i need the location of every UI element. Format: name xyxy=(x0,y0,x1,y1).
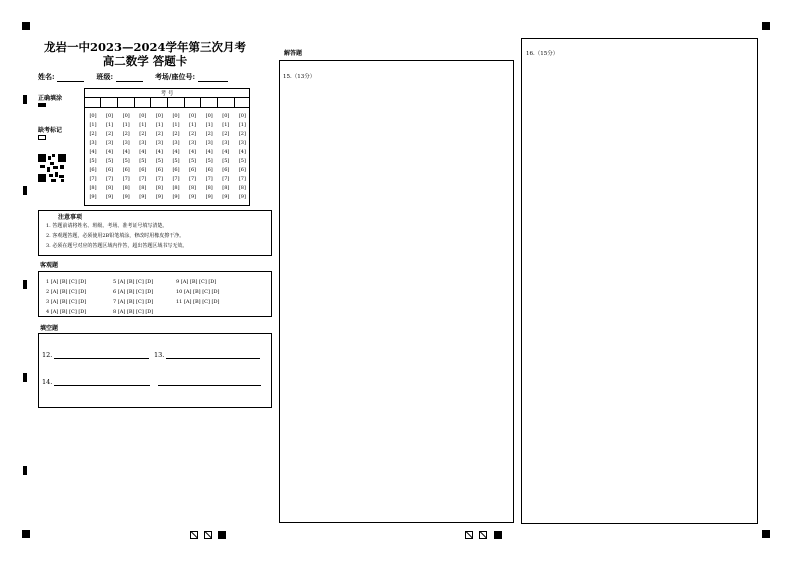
timing-mark xyxy=(23,466,27,475)
exam-digit-bubble[interactable]: [5] xyxy=(222,158,230,164)
exam-digit-column xyxy=(235,112,249,202)
exam-digit-bubble[interactable]: [3] xyxy=(139,140,147,146)
exam-digit-bubble[interactable]: [4] xyxy=(106,149,114,155)
absent-mark-label: 缺考标记 xyxy=(38,127,63,134)
exam-digit-bubble[interactable]: [8] xyxy=(106,185,114,191)
exam-digit-bubble[interactable]: [4] xyxy=(222,149,230,155)
q15-answer-box[interactable] xyxy=(279,60,514,523)
exam-digit-bubble[interactable]: [6] xyxy=(222,167,230,173)
exam-digit-bubble[interactable]: [5] xyxy=(122,158,130,164)
exam-digit-bubble[interactable]: [0] xyxy=(122,113,130,119)
fill-example-label: 正确填涂 xyxy=(38,95,63,102)
exam-digit-bubble[interactable]: [6] xyxy=(106,167,114,173)
page-title: 龙岩一中2023—2024学年第三次月考 xyxy=(43,40,246,54)
exam-digit-column xyxy=(186,112,200,202)
name-field[interactable] xyxy=(57,73,84,82)
exam-digit-column xyxy=(86,112,100,202)
exam-digit-bubble[interactable]: [2] xyxy=(222,131,230,137)
exam-digit-bubble[interactable]: [8] xyxy=(122,185,130,191)
exam-digit-bubble[interactable]: [1] xyxy=(238,122,246,128)
absent-mark-checkbox[interactable] xyxy=(38,135,46,140)
exam-digit-bubble[interactable]: [9] xyxy=(205,194,213,200)
corner-mark-bottom-right xyxy=(762,530,770,538)
exam-digit-bubble[interactable]: [6] xyxy=(205,167,213,173)
q15-label: 15.（13分） xyxy=(283,74,316,80)
timing-mark xyxy=(23,186,27,195)
exam-digit-bubble[interactable]: [7] xyxy=(122,176,130,182)
exam-digit-bubble[interactable]: [3] xyxy=(89,140,97,146)
exam-digit-bubble[interactable]: [0] xyxy=(189,113,197,119)
corner-mark-top-left xyxy=(22,22,30,30)
page-marker-solid xyxy=(218,531,226,539)
grid-divider xyxy=(150,97,151,107)
grid-divider xyxy=(167,97,168,107)
exam-digit-bubble[interactable]: [8] xyxy=(205,185,213,191)
exam-digit-bubble[interactable]: [3] xyxy=(106,140,114,146)
mc-question[interactable]: 1 [A] [B] [C] [D] xyxy=(46,279,87,285)
q16-label: 16.（15分） xyxy=(526,51,559,57)
page-subtitle: 高二数学 答题卡 xyxy=(102,54,188,68)
exam-digit-column xyxy=(169,112,183,202)
exam-digit-bubble[interactable]: [5] xyxy=(155,158,163,164)
exam-digit-bubble[interactable]: [3] xyxy=(205,140,213,146)
exam-digit-column xyxy=(103,112,117,202)
q13-label: 13. xyxy=(154,351,165,359)
seat-field[interactable] xyxy=(198,73,228,82)
page-marker-strike xyxy=(190,531,198,539)
exam-digit-bubble[interactable]: [7] xyxy=(238,176,246,182)
exam-digit-bubble[interactable]: [1] xyxy=(205,122,213,128)
timing-mark xyxy=(23,280,27,289)
exam-digit-bubble[interactable]: [7] xyxy=(205,176,213,182)
notes-list xyxy=(46,221,187,251)
exam-digit-bubble[interactable]: [4] xyxy=(189,149,197,155)
exam-digit-bubble[interactable]: [8] xyxy=(89,185,97,191)
exam-digit-bubble[interactable]: [6] xyxy=(89,167,97,173)
info-row xyxy=(38,72,228,82)
exam-digit-bubble[interactable]: [5] xyxy=(205,158,213,164)
mc-column-3 xyxy=(176,277,219,307)
q13-answer-line[interactable] xyxy=(166,358,260,359)
q14-answer-line-2[interactable] xyxy=(158,385,261,386)
exam-digit-bubble[interactable]: [9] xyxy=(222,194,230,200)
exam-digit-bubble[interactable]: [6] xyxy=(155,167,163,173)
exam-digit-bubble[interactable]: [7] xyxy=(172,176,180,182)
exam-digit-bubble[interactable]: [1] xyxy=(106,122,114,128)
exam-digit-bubble[interactable]: [1] xyxy=(122,122,130,128)
exam-digit-bubble[interactable]: [0] xyxy=(222,113,230,119)
exam-digit-bubble[interactable]: [4] xyxy=(205,149,213,155)
exam-digit-bubble[interactable]: [9] xyxy=(106,194,114,200)
exam-digit-bubble[interactable]: [1] xyxy=(222,122,230,128)
mc-question[interactable]: 5 [A] [B] [C] [D] xyxy=(113,279,154,285)
fill-blank-box xyxy=(38,333,272,408)
exam-digit-bubble[interactable]: [6] xyxy=(238,167,246,173)
exam-digit-column xyxy=(219,112,233,202)
multiple-choice-title: 客观题 xyxy=(40,262,59,269)
timing-mark xyxy=(23,95,27,104)
corner-mark-top-right xyxy=(762,22,770,30)
mc-question[interactable]: 11 [A] [B] [C] [D] xyxy=(176,299,220,305)
exam-digit-bubble[interactable]: [0] xyxy=(238,113,246,119)
exam-digit-bubble[interactable]: [5] xyxy=(189,158,197,164)
exam-digit-bubble[interactable]: [9] xyxy=(155,194,163,200)
class-label: 班级: xyxy=(96,72,114,81)
exam-digit-column xyxy=(152,112,166,202)
exam-digit-bubble[interactable]: [2] xyxy=(205,131,213,137)
exam-digit-bubble[interactable]: [3] xyxy=(238,140,246,146)
exam-digit-bubble[interactable]: [2] xyxy=(238,131,246,137)
exam-digit-bubble[interactable]: [9] xyxy=(122,194,130,200)
exam-digit-bubble[interactable]: [6] xyxy=(189,167,197,173)
exam-digit-bubble[interactable]: [9] xyxy=(172,194,180,200)
grid-divider xyxy=(134,97,135,107)
exam-digit-bubble[interactable]: [7] xyxy=(139,176,147,182)
exam-digit-bubble[interactable]: [6] xyxy=(122,167,130,173)
answer-section-title: 解答题 xyxy=(284,50,303,57)
exam-digit-bubble[interactable]: [9] xyxy=(238,194,246,200)
page-marker-strike xyxy=(465,531,473,539)
q14-answer-line[interactable] xyxy=(54,385,150,386)
q16-answer-box[interactable] xyxy=(521,38,758,524)
exam-digit-bubble[interactable]: [7] xyxy=(222,176,230,182)
exam-digit-bubble[interactable]: [2] xyxy=(155,131,163,137)
exam-digit-bubble[interactable]: [3] xyxy=(189,140,197,146)
page-marker-strike xyxy=(479,531,487,539)
exam-digit-bubble[interactable]: [1] xyxy=(155,122,163,128)
exam-digit-bubble[interactable]: [9] xyxy=(139,194,147,200)
exam-digit-bubble[interactable]: [7] xyxy=(89,176,97,182)
note-item: 1. 答题前请将姓名、班级、考场、准考证号填写清楚。 xyxy=(46,223,168,229)
exam-digit-bubble[interactable]: [9] xyxy=(89,194,97,200)
exam-digit-bubble[interactable]: [1] xyxy=(89,122,97,128)
grid-divider xyxy=(184,97,185,107)
fill-blank-title: 填空题 xyxy=(40,325,59,332)
exam-digit-bubble[interactable]: [5] xyxy=(238,158,246,164)
exam-digit-bubble[interactable]: [4] xyxy=(172,149,180,155)
grid-divider xyxy=(117,97,118,107)
exam-digit-bubble[interactable]: [2] xyxy=(172,131,180,137)
mc-question[interactable]: 8 [A] [B] [C] [D] xyxy=(113,309,154,315)
exam-digit-bubble[interactable]: [0] xyxy=(155,113,163,119)
exam-digit-bubble[interactable]: [5] xyxy=(172,158,180,164)
q12-label: 12. xyxy=(42,351,53,359)
fill-example-swatch xyxy=(38,103,46,107)
exam-digit-bubble[interactable]: [3] xyxy=(122,140,130,146)
mc-question[interactable]: 4 [A] [B] [C] [D] xyxy=(46,309,87,315)
exam-digit-bubble[interactable]: [2] xyxy=(106,131,114,137)
notes-title: 注意事项 xyxy=(58,214,83,221)
exam-digit-bubble[interactable]: [7] xyxy=(189,176,197,182)
exam-digit-bubble[interactable]: [0] xyxy=(139,113,147,119)
note-item: 3. 必须在题号对应的答题区域内作答，超出答题区域书写无效。 xyxy=(46,243,188,249)
exam-digit-bubble[interactable]: [0] xyxy=(106,113,114,119)
page-marker-strike xyxy=(204,531,212,539)
seat-label: 考场/座位号: xyxy=(154,72,196,81)
exam-digit-column xyxy=(119,112,133,202)
name-label: 姓名: xyxy=(38,72,55,81)
exam-digit-bubble[interactable]: [8] xyxy=(238,185,246,191)
exam-digit-bubble[interactable]: [3] xyxy=(155,140,163,146)
exam-digit-bubble[interactable]: [2] xyxy=(89,131,97,137)
exam-digit-bubble[interactable]: [7] xyxy=(155,176,163,182)
exam-digit-bubble[interactable]: [2] xyxy=(139,131,147,137)
mc-question[interactable]: 7 [A] [B] [C] [D] xyxy=(113,299,154,305)
exam-digit-bubble[interactable]: [7] xyxy=(106,176,114,182)
mc-question[interactable]: 3 [A] [B] [C] [D] xyxy=(46,299,87,305)
mc-question[interactable]: 9 [A] [B] [C] [D] xyxy=(176,279,217,285)
exam-number-header: 考 号 xyxy=(160,91,174,97)
mc-column-1 xyxy=(46,277,86,317)
exam-digit-bubble[interactable]: [2] xyxy=(122,131,130,137)
exam-digit-bubble[interactable]: [8] xyxy=(189,185,197,191)
grid-divider xyxy=(200,97,201,107)
q14-label: 14. xyxy=(42,378,53,386)
qr-code xyxy=(38,154,66,182)
exam-digit-bubble[interactable]: [0] xyxy=(172,113,180,119)
exam-digit-bubble[interactable]: [1] xyxy=(139,122,147,128)
exam-digit-bubble[interactable]: [3] xyxy=(222,140,230,146)
exam-digit-bubble[interactable]: [9] xyxy=(189,194,197,200)
exam-digit-bubble[interactable]: [8] xyxy=(172,185,180,191)
exam-digit-bubble[interactable]: [8] xyxy=(139,185,147,191)
mc-column-2 xyxy=(113,277,153,317)
exam-digit-bubble[interactable]: [4] xyxy=(89,149,97,155)
exam-digit-bubble[interactable]: [4] xyxy=(122,149,130,155)
exam-digit-bubble[interactable]: [0] xyxy=(89,113,97,119)
exam-digit-bubble[interactable]: [8] xyxy=(222,185,230,191)
exam-digit-bubble[interactable]: [6] xyxy=(139,167,147,173)
q12-answer-line[interactable] xyxy=(54,358,149,359)
exam-digit-bubble[interactable]: [4] xyxy=(139,149,147,155)
page-marker-solid xyxy=(494,531,502,539)
exam-digit-bubble[interactable]: [6] xyxy=(172,167,180,173)
exam-digit-bubble[interactable]: [5] xyxy=(139,158,147,164)
exam-digit-bubble[interactable]: [1] xyxy=(189,122,197,128)
exam-digit-bubble[interactable]: [3] xyxy=(172,140,180,146)
grid-divider xyxy=(217,97,218,107)
exam-digit-bubble[interactable]: [5] xyxy=(106,158,114,164)
grid-divider xyxy=(100,97,101,107)
mc-question[interactable]: 2 [A] [B] [C] [D] xyxy=(46,289,87,295)
exam-digit-bubble[interactable]: [0] xyxy=(205,113,213,119)
timing-mark xyxy=(23,373,27,382)
exam-digit-bubble[interactable]: [4] xyxy=(238,149,246,155)
exam-digit-bubble[interactable]: [1] xyxy=(172,122,180,128)
corner-mark-bottom-left xyxy=(22,530,30,538)
exam-digit-bubble[interactable]: [2] xyxy=(189,131,197,137)
class-field[interactable] xyxy=(116,73,143,82)
exam-digit-bubble[interactable]: [5] xyxy=(89,158,97,164)
mc-question[interactable]: 10 [A] [B] [C] [D] xyxy=(176,289,220,295)
note-item: 2. 客观题答题，必须使用2B铅笔填涂，修改时用橡皮擦干净。 xyxy=(46,233,185,239)
exam-digit-bubble[interactable]: [8] xyxy=(155,185,163,191)
exam-digit-bubble[interactable]: [4] xyxy=(155,149,163,155)
exam-digit-column xyxy=(202,112,216,202)
exam-digit-column xyxy=(136,112,150,202)
grid-divider xyxy=(234,97,235,107)
mc-question[interactable]: 6 [A] [B] [C] [D] xyxy=(113,289,154,295)
